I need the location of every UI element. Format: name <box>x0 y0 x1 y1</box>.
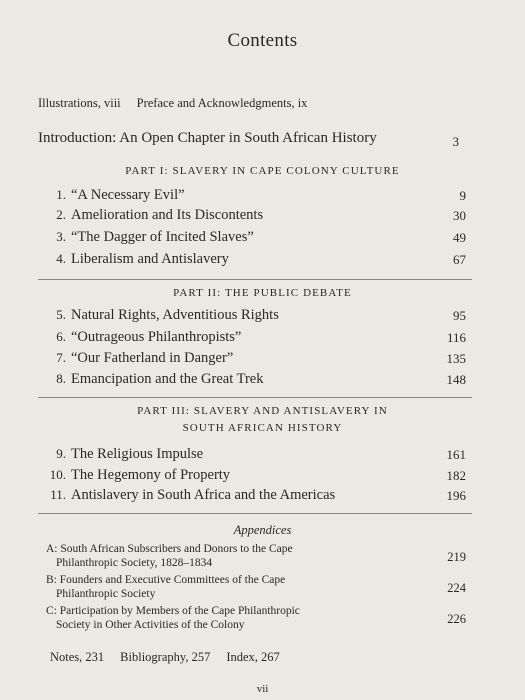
chapter-page: 30 <box>453 208 466 223</box>
part-divider <box>38 279 472 280</box>
chapter-title: Emancipation and the Great Trek <box>71 371 264 387</box>
chapter-page: 9 <box>459 188 466 203</box>
part-divider <box>38 397 472 398</box>
chapter-number: 6. <box>56 329 66 344</box>
chapter-number: 9. <box>56 446 66 461</box>
appendix-title-line-1: B: Founders and Executive Committees of the Cape <box>46 574 286 586</box>
chapter-number: 5. <box>56 307 66 322</box>
chapter-title: “Outrageous Philanthropists” <box>71 329 242 345</box>
appendix-page: 219 <box>447 550 466 564</box>
toc-entry-6 <box>44 329 466 349</box>
appendix-title-line-2: Philanthropic Society <box>56 588 156 600</box>
chapter-title: “Our Fatherland in Danger” <box>71 350 234 366</box>
part-2-heading: PART II: THE PUBLIC DEBATE <box>173 287 352 299</box>
front-matter-preface: Preface and Acknowledgments, ix <box>136 96 308 110</box>
chapter-page: 135 <box>446 351 466 366</box>
chapter-number: 8. <box>56 371 66 386</box>
chapter-title: Liberalism and Antislavery <box>71 251 229 267</box>
chapter-page: 148 <box>446 372 466 387</box>
chapter-title: Natural Rights, Adventitious Rights <box>71 307 279 323</box>
part-3-heading-line-2: SOUTH AFRICAN HISTORY <box>182 422 343 434</box>
page-number: vii <box>256 683 269 695</box>
chapter-number: 1. <box>56 187 66 202</box>
back-matter-bibliography: Bibliography, 257 <box>120 650 211 664</box>
chapter-title: “The Dagger of Incited Slaves” <box>71 229 254 245</box>
chapter-page: 49 <box>453 230 466 245</box>
appendix-page: 224 <box>447 581 466 595</box>
chapter-title: The Hegemony of Property <box>71 467 231 483</box>
chapter-number: 4. <box>56 251 66 266</box>
appendix-title-line-1: C: Participation by Members of the Cape Philanthropic <box>46 605 300 617</box>
toc-entry-9 <box>44 446 466 466</box>
chapter-page: 161 <box>446 447 466 462</box>
part-divider <box>38 513 472 514</box>
appendices-heading: Appendices <box>233 523 292 537</box>
chapter-number: 10. <box>49 467 66 482</box>
appendix-title-line-2: Society in Other Activities of the Colony <box>56 619 245 631</box>
toc-entry-4 <box>44 251 466 271</box>
introduction-title: Introduction: An Open Chapter in South African History <box>38 130 377 146</box>
chapter-page: 95 <box>453 308 466 323</box>
introduction-page: 3 <box>452 134 459 149</box>
chapter-title: Antislavery in South Africa and the Americas <box>71 487 336 503</box>
toc-entry-5 <box>44 307 466 327</box>
toc-entry-2 <box>44 207 466 227</box>
back-matter <box>50 650 280 665</box>
chapter-title: Amelioration and Its Discontents <box>71 207 264 223</box>
front-matter <box>38 96 307 111</box>
toc-entry-1 <box>44 187 466 207</box>
back-matter-notes: Notes, 231 <box>50 650 105 664</box>
part-1-heading: PART I: SLAVERY IN CAPE COLONY CULTURE <box>125 165 400 177</box>
chapter-number: 3. <box>56 229 66 244</box>
chapter-number: 11. <box>50 487 66 502</box>
front-matter-illustrations: Illustrations, viii <box>38 96 121 110</box>
chapter-number: 2. <box>56 207 66 222</box>
toc-entry-8 <box>44 371 466 391</box>
chapter-title: “A Necessary Evil” <box>71 187 185 203</box>
part-3-heading-line-1: PART III: SLAVERY AND ANTISLAVERY IN <box>137 405 388 417</box>
page-title: Contents <box>227 30 298 51</box>
appendix-page: 226 <box>447 612 466 626</box>
toc-entry-7 <box>44 350 466 370</box>
back-matter-index: Index, 267 <box>226 650 280 664</box>
toc-entry-11 <box>44 487 466 507</box>
chapter-page: 196 <box>446 488 466 503</box>
chapter-page: 67 <box>453 252 466 267</box>
chapter-title: The Religious Impulse <box>71 446 204 462</box>
toc-entry-10 <box>44 467 466 487</box>
chapter-page: 116 <box>446 330 466 345</box>
chapter-page: 182 <box>446 468 466 483</box>
appendix-title-line-1: A: South African Subscribers and Donors to the Cape <box>46 543 293 555</box>
appendix-title-line-2: Philanthropic Society, 1828–1834 <box>56 557 213 569</box>
toc-entry-3 <box>44 229 466 249</box>
chapter-number: 7. <box>56 350 66 365</box>
